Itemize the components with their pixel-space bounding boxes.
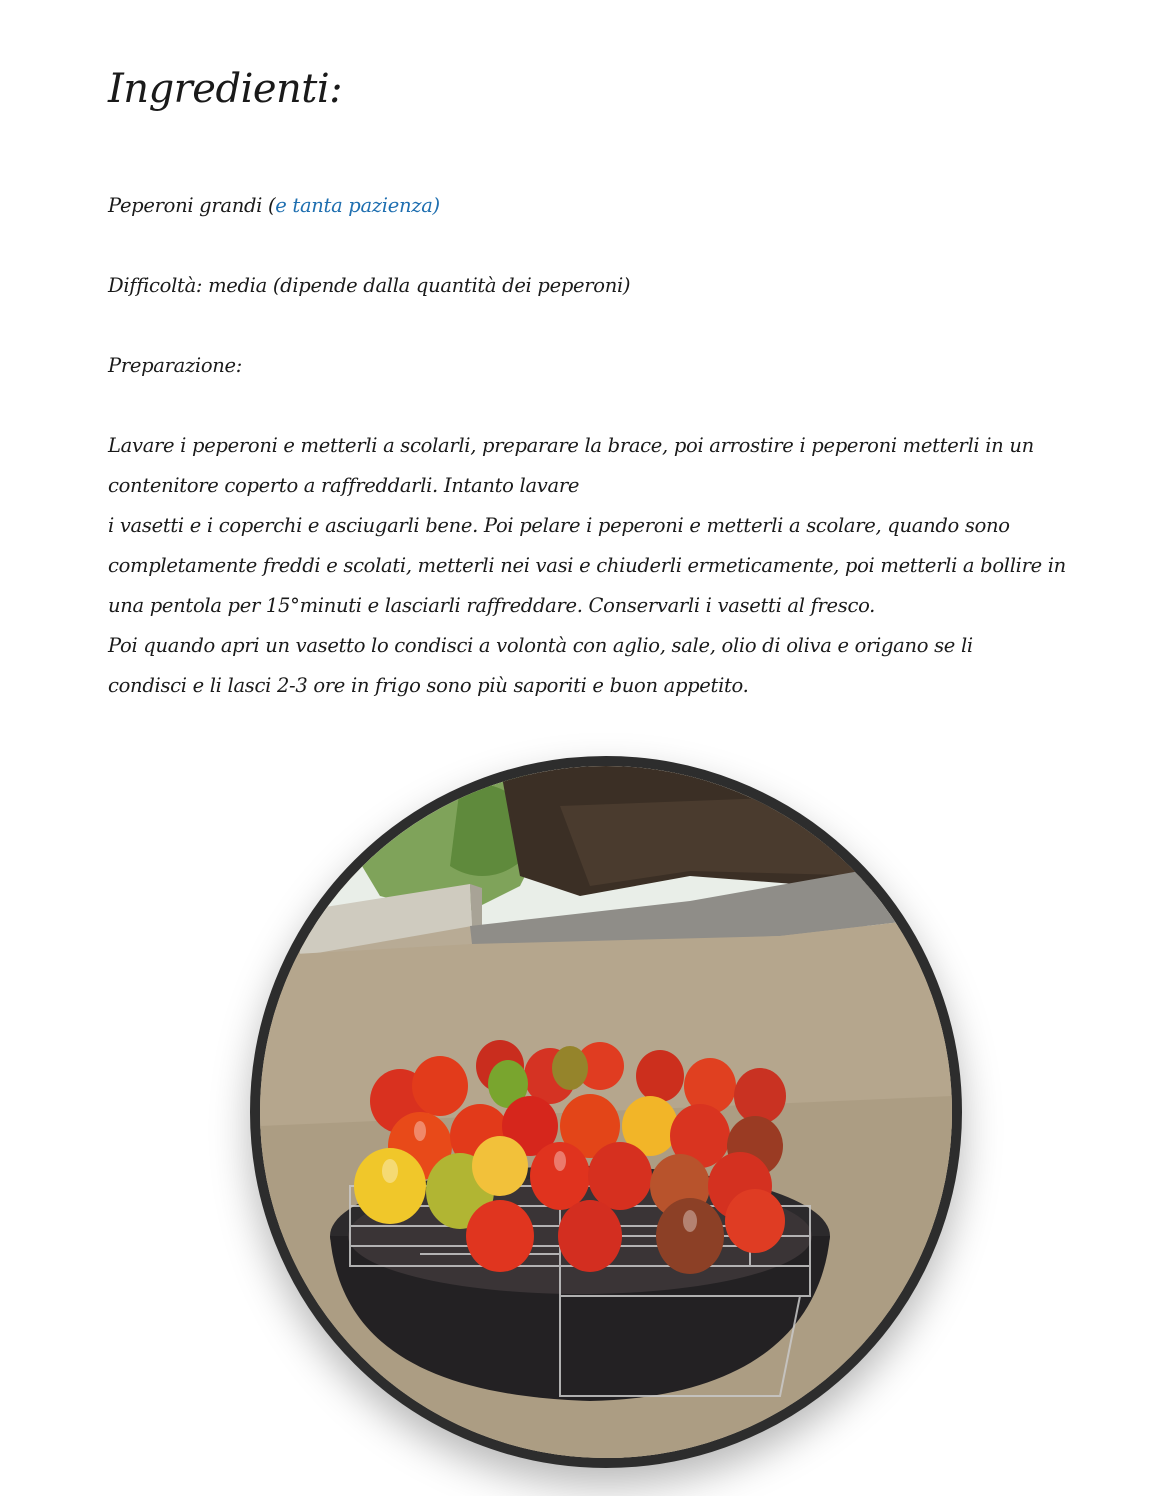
preparation-line: contenitore coperto a raffreddarli. Intanto lavare [108, 474, 580, 497]
preparation-line: Poi quando apri un vasetto lo condisci a volontà con aglio, sale, olio di oliva e origano se li [108, 634, 973, 657]
preparation-line: Lavare i peperoni e metterli a scolarli, preparare la brace, poi arrostire i peperoni metterli in un [108, 434, 1034, 457]
ingredients-text: Peperoni grandi ( [108, 194, 276, 217]
ingredients-line [108, 186, 440, 226]
page-title: Ingredienti: [108, 66, 343, 112]
preparation-text [108, 426, 1068, 706]
grill-illustration [260, 766, 952, 1458]
preparation-heading: Preparazione: [108, 354, 243, 377]
preparation-line: i vasetti e i coperchi e asciugarli bene. Poi pelare i peperoni e metterli a scolare, quando sono [108, 514, 1010, 537]
preparation-line: completamente freddi e scolati, metterli nei vasi e chiuderli ermeticamente, poi metterli a bollire in [108, 554, 1066, 577]
preparation-line: una pentola per 15°minuti e lasciarli raffreddare. Conservarli i vasetti al fresco. [108, 594, 876, 617]
grilled-peppers-photo [250, 756, 962, 1468]
ingredients-link[interactable]: e tanta pazienza) [275, 194, 440, 217]
difficulty-line: Difficoltà: media (dipende dalla quantità dei peperoni) [108, 274, 631, 297]
preparation-line: condisci e li lasci 2-3 ore in frigo sono più saporiti e buon appetito. [108, 674, 749, 697]
